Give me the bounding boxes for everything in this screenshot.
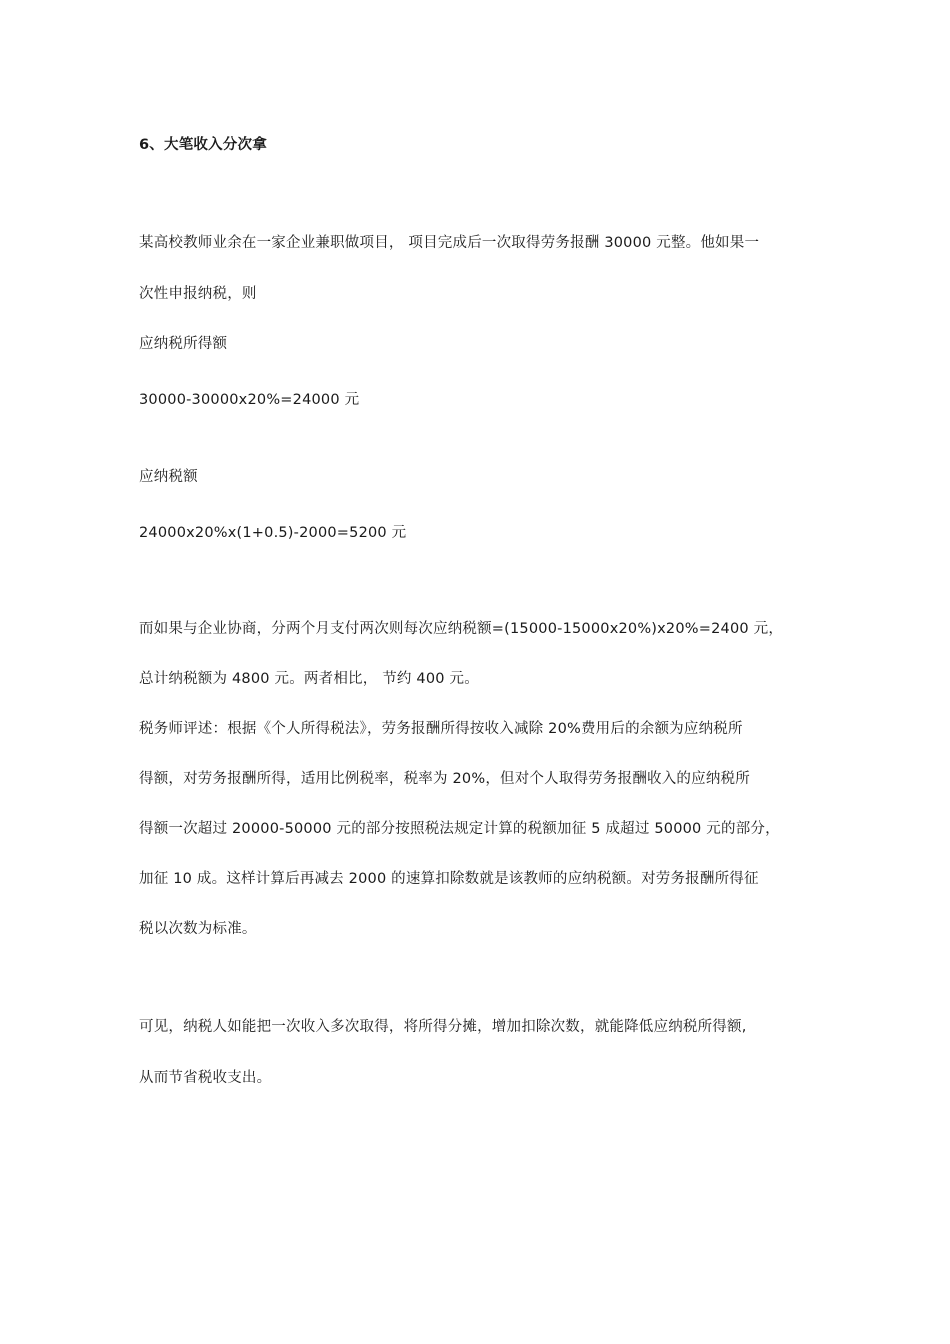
paragraph-line: 税以次数为标准。 — [139, 921, 257, 937]
paragraph-line: 加征 10 成。这样计算后再减去 2000 的速算扣除数就是该教师的应纳税额。对劳务报酬所得征 — [139, 871, 759, 887]
paragraph-line: 次性申报纳税，则 — [139, 286, 257, 302]
formula-tax-amount: 24000x20%x(1+0.5)-2000=5200 元 — [139, 525, 407, 541]
label-taxable-income: 应纳税所得额 — [139, 336, 228, 352]
label-tax-amount: 应纳税额 — [139, 469, 198, 485]
paragraph-line: 可见，纳税人如能把一次收入多次取得，将所得分摊，增加扣除次数，就能降低应纳税所得额, — [139, 1019, 747, 1035]
paragraph-line: 某高校教师业余在一家企业兼职做项目， 项目完成后一次取得劳务报酬 30000 元整。他如果一 — [139, 235, 760, 251]
paragraph-line: 得额一次超过 20000-50000 元的部分按照税法规定计算的税额加征 5 成超过 50000 元的部分， — [139, 821, 780, 837]
paragraph-line: 税务师评述：根据《个人所得税法》，劳务报酬所得按收入减除 20%费用后的余额为应纳税所 — [139, 721, 743, 737]
paragraph-line: 从而节省税收支出。 — [139, 1070, 272, 1086]
paragraph-line: 而如果与企业协商，分两个月支付两次则每次应纳税额=(15000-15000x20%)x20%=2400 元， — [139, 621, 784, 637]
section-heading: 6、大笔收入分次拿 — [139, 137, 267, 153]
formula-taxable-income: 30000-30000x20%=24000 元 — [139, 392, 360, 408]
paragraph-line: 总计纳税额为 4800 元。两者相比， 节约 400 元。 — [139, 671, 479, 687]
paragraph-line: 得额，对劳务报酬所得，适用比例税率，税率为 20%，但对个人取得劳务报酬收入的应纳税所 — [139, 771, 750, 787]
